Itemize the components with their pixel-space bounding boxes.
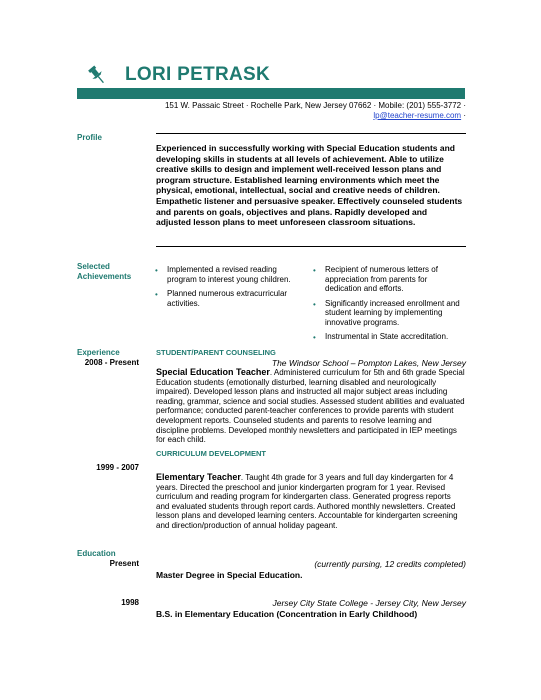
address-text: 151 W. Passaic Street · Rochelle Park, New Jersey 07662 · Mobile: (201) 555-3772 · xyxy=(164,101,466,110)
pushpin-icon xyxy=(86,64,108,86)
job-dates: 1999 - 2007 xyxy=(96,463,139,472)
list-item: • Implemented a revised reading program to interest young children. xyxy=(155,265,291,284)
job-section-heading: STUDENT/PARENT COUNSELING xyxy=(156,348,276,357)
bullet-icon: • xyxy=(155,266,158,275)
list-item: • Planned numerous extracurricular activities. xyxy=(155,289,288,308)
contact-info xyxy=(156,101,466,121)
education-detail: (currently pursing, 12 credits completed) xyxy=(314,559,466,569)
list-item: • Significantly increased enrollment and student learning by implementing innovative programs. xyxy=(313,298,460,327)
job-description xyxy=(156,473,466,531)
job-desc-text: . Taught 4th grade for 3 years and full day kindergarten for 4 years. Directed the preschool and junior kindergarten program for 1 year. Revised curriculum and reading program for kindergarten class. Generated progress reports and evaluated students through report cards. Authored monthly newsletters. Created lesson plans and developed learning centers. Accountable for kindergarten screening and direction/production of annual holiday pageant. xyxy=(156,473,458,530)
achievements-right-list xyxy=(313,265,465,347)
profile-label: Profile xyxy=(77,133,102,142)
list-item: • Instrumental in State accreditation. xyxy=(313,332,449,342)
job-title: Special Education Teacher xyxy=(156,367,270,377)
profile-text: Experienced in successfully working with Special Education students and developing skills in students at all levels of achievement. Able to utilize creative skills to design and implement well-received lesson plans and program structure. Established learning environments which meet the physical, emotional, intellectual, social and creative needs of children. Empathetic listener and persuasive speaker. Effectively counseled students and parents on goals, objectives and plans. Rapidly developed and adjusted lesson plans to meet unforeseen classroom situations. xyxy=(156,143,463,228)
job-description xyxy=(156,368,466,445)
list-item: • Recipient of numerous letters of appreciation from parents for dedication and efforts. xyxy=(313,265,438,293)
bullet-icon: • xyxy=(313,299,316,309)
bullet-icon: • xyxy=(313,333,316,342)
education-degree: B.S. in Elementary Education (Concentration in Early Childhood) xyxy=(156,609,418,619)
bullet-icon: • xyxy=(313,266,316,275)
achievements-label-line2: Achievements xyxy=(77,272,132,281)
education-detail: Jersey City State College - Jersey City, New Jersey xyxy=(272,598,466,608)
achievements-label xyxy=(77,262,131,282)
email-link[interactable]: lp@teacher-resume.com xyxy=(373,111,462,120)
education-degree: Master Degree in Special Education. xyxy=(156,570,303,580)
achievements-left-list xyxy=(155,265,297,313)
bullet-icon: • xyxy=(155,290,158,299)
achievements-label-line1: Selected xyxy=(77,262,110,271)
education-dates: Present xyxy=(109,559,139,568)
job-section-heading: CURRICULUM DEVELOPMENT xyxy=(156,449,266,458)
education-dates: 1998 xyxy=(121,598,139,607)
job-organization: The Windsor School – Pompton Lakes, New Jersey xyxy=(271,358,466,368)
job-title: Elementary Teacher xyxy=(156,472,241,482)
email-suffix: · xyxy=(461,111,466,120)
candidate-name: LORI PETRASK xyxy=(125,64,271,85)
profile-top-rule xyxy=(156,133,466,134)
experience-label: Experience xyxy=(77,348,120,357)
job-desc-text: . Administered curriculum for 5th and 6th grade Special Education students (emotionally disturbed, learning disabled and neurologically impaired). Developed lesson plans and instructed all major subject areas including reading, grammar, science and social studies. Assessed student abilities and evaluated performance; conducted parent-teacher conferences to provide parents with student development reports. Counseled students and parents to resolve learning and discipline problems. Developed monthly newsletters and participated in IEP meetings for each child. xyxy=(156,368,465,445)
profile-bottom-rule xyxy=(156,246,466,247)
education-label: Education xyxy=(77,549,116,558)
header-bar xyxy=(77,88,465,99)
job-dates: 2008 - Present xyxy=(84,358,139,367)
